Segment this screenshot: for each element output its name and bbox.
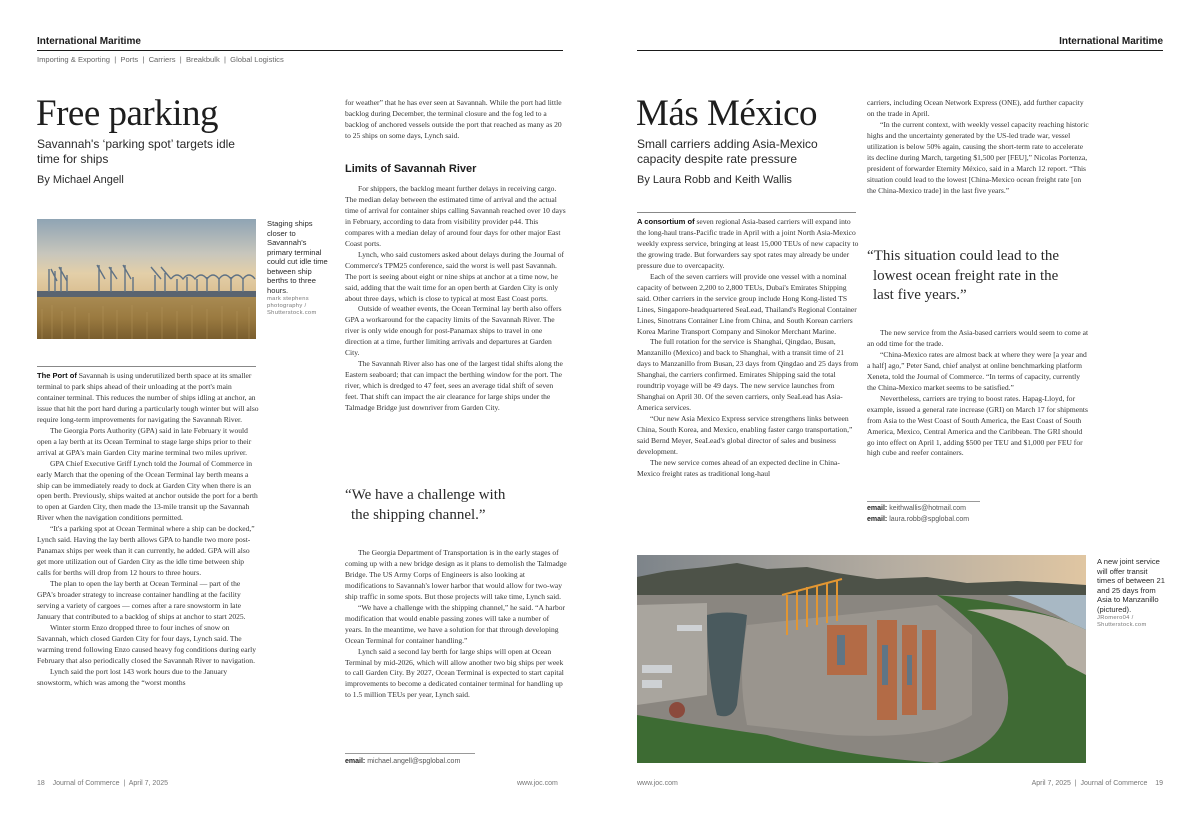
column-rule: [637, 212, 856, 213]
section-label: International Maritime: [1059, 36, 1163, 47]
author-email[interactable]: email: laura.robb@spglobal.com: [867, 516, 970, 523]
footer-left: 18 Journal of Commerce | April 7, 2025: [37, 780, 168, 787]
email-rule: [867, 501, 980, 502]
author-email[interactable]: email: michael.angell@spglobal.com: [345, 758, 461, 765]
headline: Free parking: [36, 93, 219, 134]
paragraph: “It's a parking spot at Ocean Terminal where a ship can be docked,” Lynch said. Having the lay berth allows GPA to handle two more post-Panamax ships per week than it can currently, he added. GPA will also get more utilization out of Garden City as the idle time between ship calls for berths will drop from 12 hours to three hours.: [37, 524, 255, 578]
article-column-2-bottom: [867, 328, 1089, 459]
topic-tags: Importing & Exporting | Ports | Carriers | Breakbulk | Global Logistics: [37, 55, 284, 64]
paragraph: “In the current context, with weekly vessel capacity reaching historic highs and the uncertainty generated by the US-led trade war, vessel utilization is below 50% again, causing the short-term rate to accelerate its decline during March, targeting $1,500 per [FEU],” Nicolas Portenza, president of forwarder Eternity México, said in a March 12 report. “This situation could lead to the lowest [China-Mexico ocean freight rate [on the China-Mexico trade] in the last five years.”: [867, 119, 1089, 195]
email-rule: [345, 753, 475, 754]
dek: Savannah's ‘parking spot’ targets idle time for ships: [37, 137, 235, 166]
pull-quote: “This situation could lead to the lowest ocean freight rate in the last five years.”: [867, 248, 1060, 303]
headline: Más México: [636, 93, 817, 134]
section-label: International Maritime: [37, 36, 141, 47]
column-rule: [37, 366, 256, 367]
photo-illustration: [37, 219, 256, 339]
paragraph: Nevertheless, carriers are trying to boost rates. Hapag-Lloyd, for example, issued a general rate increase (GRI) on March 17 for shipments from Asia to the West Coast of South America, the East Coast of South America, Mexico, Central America and the Caribbean. The GRI should go into effect on April 1, adding $500 per TEU and $1,000 per FEU for high cube and reefer containers.: [867, 393, 1088, 458]
paragraph: carriers, including Ocean Network Express (ONE), add further capacity on the trade in April.: [867, 98, 1084, 118]
paragraph: “We have a challenge with the shipping channel,” he said. “A harbor modification that would enable passing zones will take a number of years. In the meantime, we have a solution for that through developing Ocean Terminal for container handling.”: [345, 602, 566, 645]
paragraph: “China-Mexico rates are almost back at where they were [a year and a half] ago,” Peter Sand, chief analyst at online benchmarking platform Xeneta, told the Journal of Commerce. “In terms of capacity, currently the China-Mexico market seems to be satisfied.”: [867, 349, 1087, 392]
paragraph: The plan to open the lay berth at Ocean Terminal — part of the GPA's broader strategy to increase container handling at the facility serving a variety of cargoes — comes after a rare snowstorm in late January that contributed to a backlog of ships at anchor to start 2025.: [37, 579, 246, 621]
dek: Small carriers adding Asia-Mexico capacity despite rate pressure: [637, 137, 818, 166]
article-column-1: [637, 217, 859, 480]
paragraph: For shippers, the backlog meant further delays in receiving cargo. The median delay between the estimated time of arrival and the actual time of arrival for container ships calling Savannah reached over 10 days in February, according to data from visibility provider p44. This compares with a median delay of around four days for other major East Coast ports.: [345, 184, 566, 248]
paragraph: The Georgia Ports Authority (GPA) said in late February it would open a lay berth at its Ocean Terminal to stage large ships prior to their arrival at GPA's main Garden City marine terminal two miles upriver.: [37, 425, 252, 457]
author-email[interactable]: email: keithwallis@hotmail.com: [867, 505, 966, 512]
paragraph: The new service comes ahead of an expected decline in China-Mexico freight rates as traditional long-haul: [637, 457, 840, 478]
byline: By Laura Robb and Keith Wallis: [637, 174, 792, 186]
footer-right: April 7, 2025 | Journal of Commerce 19: [1031, 780, 1163, 787]
header-rule: [37, 50, 563, 51]
paragraph: Outside of weather events, the Ocean Terminal lay berth also offers GPA a workaround for the capacity limits of the Savannah River. The river is only wide enough for post-Panamax ships to travel in one direction at a time, further limiting arrivals and departures at Garden City.: [345, 304, 562, 358]
paragraph: The new service from the Asia-based carriers would seem to come at an odd time for the trade.: [867, 328, 1089, 348]
subhead: Limits of Savannah River: [345, 163, 477, 175]
footer-url[interactable]: www.joc.com: [637, 780, 678, 787]
paragraph: The full rotation for the service is Shanghai, Qingdao, Busan, Manzanillo (Mexico) and back to Shanghai, with a transit time of 21 days to Manzanillo from Busan, 23 days from Qingdao and 25 days from Shanghai, the carriers confirmed. Emirates Shipping said the total roundtrip voyage will be 49 days. The new service launches from Shanghai on April 30. Of the seven carriers, only SeaLead has Asia-America services.: [637, 337, 859, 413]
article-column-2-mid: [345, 184, 567, 414]
article-column-2-top: [345, 98, 567, 142]
paragraph: Lynch said a second lay berth for large ships will open at Ocean Terminal by mid-2026, which will allow another two big ships per week to call Garden City. By 2027, Ocean Terminal is expected to start capital improvements to become a dedicated container terminal for handling up to 1.5 million TEUs per year, Lynch said.: [345, 646, 564, 700]
photo-caption: A new joint service will offer transit times of between 21 and 25 days from Asia to Manzanillo (pictured). JRomero04 / Shutterstock.com: [1097, 557, 1165, 628]
paragraph: Lynch said the port lost 143 work hours due to the January snowstorm, which was among the “worst months: [37, 666, 228, 687]
article-column-2-top: [867, 98, 1089, 197]
article-column-2-bottom: [345, 548, 567, 701]
savannah-cranes-photo: [37, 219, 256, 339]
paragraph: GPA Chief Executive Griff Lynch told the Journal of Commerce in early March that the opening of the Ocean Terminal lay berth means a ship can be immediately ready to dock at Garden City when there is an open berth. Previously, ships waited at anchor outside the port for a berth to open at Garden City, then made the 13-mile transit up the Savannah River when the navigation conditions permitted.: [37, 458, 258, 523]
header-rule: [637, 50, 1163, 51]
photo-credit: mark stephens photography / Shutterstock.com: [267, 296, 317, 316]
paragraph: The Port of Savannah is using underutilized berth space at its smaller terminal to park ships ahead of their unloading at the port's main container terminal. This reduces the number of ships idling at anchor, an issue that hit the port hard during a particularly tough winter but will also require long-term improvements for navigating the Savannah River.: [37, 371, 259, 424]
photo-illustration: [637, 555, 1086, 763]
paragraph: The Savannah River also has one of the largest tidal shifts along the Eastern seaboard; that can impact the berthing window for the port. The river, which is dredged to 47 feet, sees an average tidal shift of seven feet. That shift can impact the air clearance for large ships under the Talmadge Bridge just downriver from Garden City.: [345, 359, 563, 413]
photo-credit: JRomero04 / Shutterstock.com: [1097, 615, 1147, 628]
paragraph: Winter storm Enzo dropped three to four inches of snow on Savannah, which closed Garden City for four days, Lynch said. The warming trend following Enzo caused heavy fog conditions during early February that also periodically closed the Savannah River to navigation.: [37, 622, 257, 665]
manzanillo-port-photo: [637, 555, 1086, 763]
paragraph: for weather” that he has ever seen at Savannah. While the port had little backlog during December, the terminal closure and the fog led to a backlog of anchored vessels outside the port that reached as many as 20 to 25 ships on some days, Lynch said.: [345, 98, 562, 140]
footer-url[interactable]: www.joc.com: [517, 780, 558, 787]
paragraph: “Our new Asia Mexico Express service strengthens links between China, South Korea, and Mexico, enabling faster cargo transportation,” said Bernd Meyer, SeaLead's global director of sales and business development.: [637, 414, 853, 457]
pull-quote: “We have a challenge with the shipping channel.”: [345, 487, 506, 523]
paragraph: The Georgia Department of Transportation is in the early stages of coming up with a new bridge design as it plans to demolish the Talmadge Bridge. The US Army Corps of Engineers is also looking at modifications to Savannah's lower harbor that would allow for two-way ship traffic in some spots. But those projects will take time, Lynch said.: [345, 548, 567, 601]
right-page: [600, 0, 1200, 816]
photo-caption: Staging ships closer to Savannah's primary terminal could cut idle time between ship berths to three hours. mark stephens photography / Shutterstock.com: [267, 219, 333, 317]
byline: By Michael Angell: [37, 174, 124, 186]
lead-in: A consortium of: [637, 217, 695, 226]
article-column-1: [37, 371, 259, 689]
lead-in: The Port of: [37, 371, 77, 380]
paragraph: Lynch, who said customers asked about delays during the Journal of Commerce's TPM25 conference, said the worst is well past Savannah. The port is seeing about eight or nine ships at anchor at a time now, he said, adding that the wait time for an open berth at Garden City is only about three days, which is close to typical at most East Coast ports.: [345, 249, 565, 303]
paragraph: A consortium of seven regional Asia-based carriers will expand into the long-haul trans-Pacific trade in April with a joint North Asia-Mexico weekly express service, bringing at least 15,000 TEUs of new capacity to the growing trade. But forwarders say spot rates may already be under pressure due to overcapacity.: [637, 217, 859, 270]
paragraph: Each of the seven carriers will provide one vessel with a nominal capacity of between 2,200 to 2,800 TEUs, Dubai's Emirates Shipping said. Other carriers in the service group include Hong Kong-listed TS Lines, Singapore-headquartered SeaLead, Thailand's Regional Container Lines, Sinotrans Container Line from China, and South Korean carriers Korea Marine Transport Company and Sinokor Merchant Marine.: [637, 271, 857, 336]
